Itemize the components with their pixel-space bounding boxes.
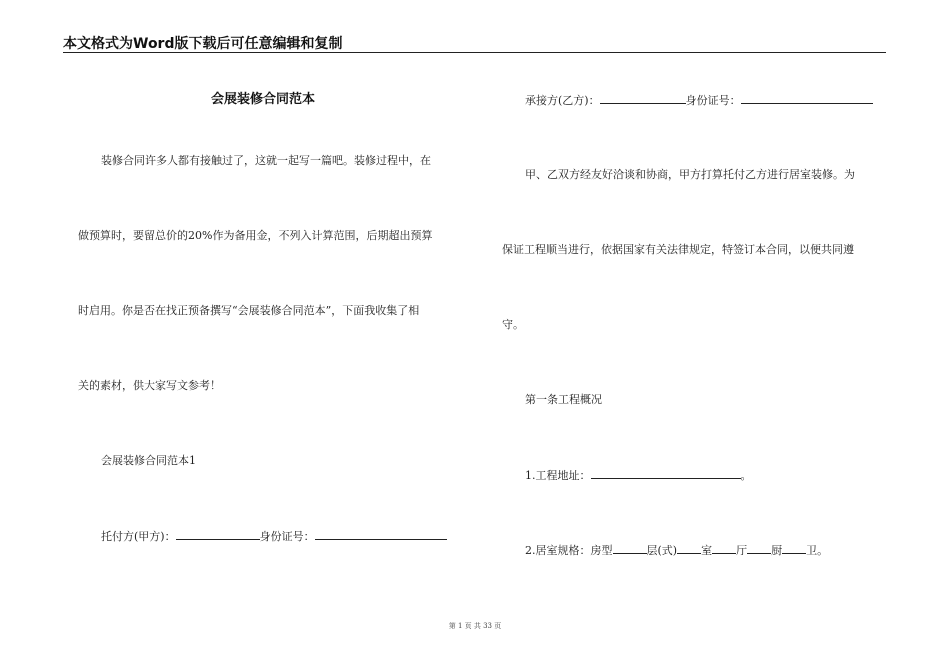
page-footer: 第 1 页 共 33 页 [448,622,502,630]
page-header [63,36,886,53]
bath-blank [782,543,806,554]
room-label: 室 [701,544,713,557]
intro-line: 关的素材，供大家写文参考！ [78,379,221,392]
preamble-line: 甲、乙双方经友好洽谈和协商，甲方打算托付乙方进行居室装修。为 [525,168,855,181]
hall-label: 厅 [736,544,748,557]
party-a-line [101,529,447,544]
layout-prefix: 2.居室规格：房型 [525,544,613,557]
address-line [525,468,752,483]
party-a-label: 托付方(甲方)： [101,530,176,543]
intro-line: 做预算时，要留总价的20%作为备用金，不列入计算范围，后期超出预算 [78,229,433,242]
intro-line: 时启用。你是否在找正预备撰写“会展装修合同范本”，下面我收集了相 [78,304,420,317]
kitchen-label: 厨 [771,544,783,557]
header-text: 本文格式为Word版下载后可任意编辑和复制 [63,36,343,52]
floor-blank [613,543,647,554]
bath-label: 卫。 [806,544,829,557]
kitchen-blank [747,543,771,554]
room-blank [677,543,701,554]
article-1-heading: 第一条工程概况 [525,393,602,406]
intro-line: 装修合同许多人都有接触过了，这就一起写一篇吧。装修过程中，在 [101,154,431,167]
party-a-name-blank [176,529,260,540]
sample-heading: 会展装修合同范本1 [101,454,196,467]
party-a-id-label: 身份证号： [259,530,315,543]
hall-blank [712,543,736,554]
party-b-id-label: 身份证号： [685,94,741,107]
preamble-line: 守。 [502,318,524,331]
preamble-line: 保证工程顺当进行，依据国家有关法律规定，特签订本合同，以便共同遵 [502,243,854,256]
document-title: 会展装修合同范本 [210,92,315,107]
party-a-id-blank [315,529,447,540]
address-blank [591,468,741,479]
party-b-label: 承接方(乙方)： [525,94,600,107]
party-b-name-blank [600,93,686,104]
address-end: 。 [740,469,752,482]
party-b-id-blank [741,93,873,104]
layout-line [525,543,828,558]
address-label: 1.工程地址： [525,469,591,482]
floor-label: 层(式) [646,544,678,557]
party-b-line [525,93,873,108]
